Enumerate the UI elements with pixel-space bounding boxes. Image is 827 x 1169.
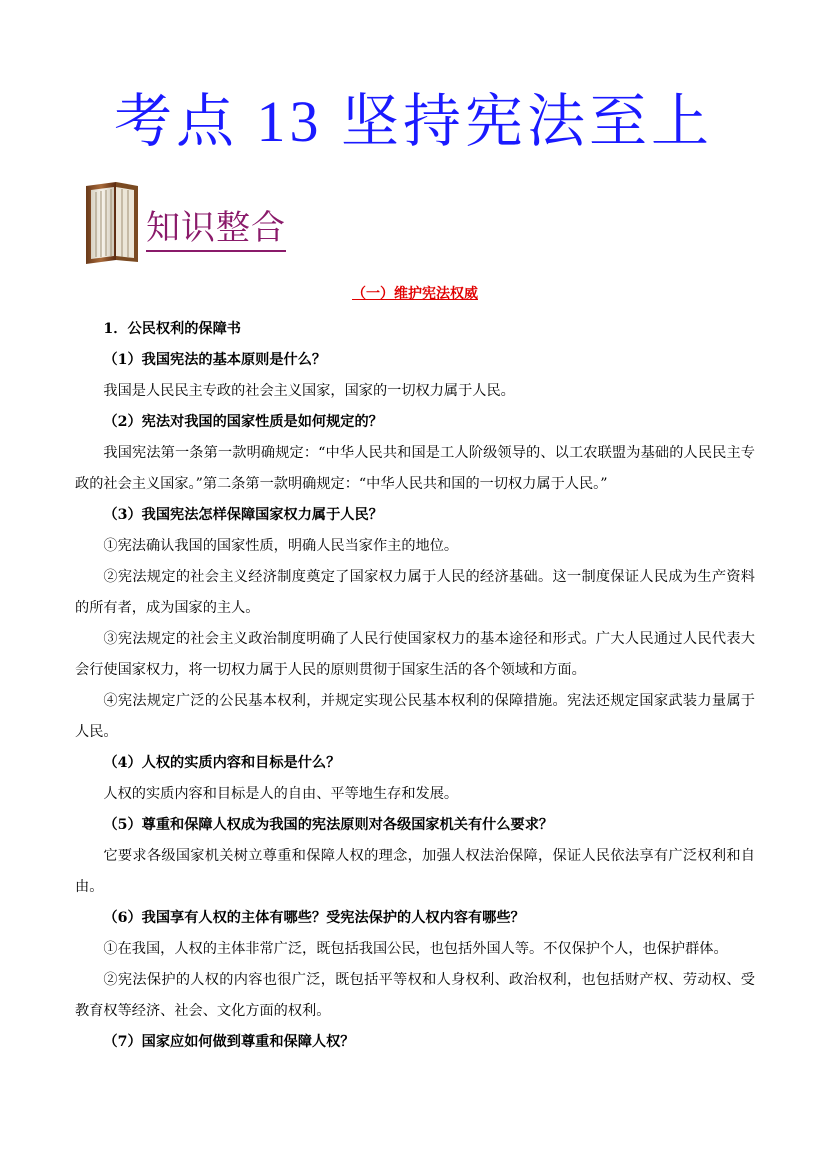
answer-paragraph: ②宪法规定的社会主义经济制度奠定了国家权力属于人民的经济基础。这一制度保证人民成为生产资料的所有者，成为国家的主人。 <box>75 569 755 616</box>
question-heading: （4）人权的实质内容和目标是什么？ <box>103 755 341 771</box>
question-heading: （5）尊重和保障人权成为我国的宪法原则对各级国家机关有什么要求？ <box>103 817 554 833</box>
question-heading: （6）我国享有人权的主体有哪些？受宪法保护的人权内容有哪些？ <box>103 910 525 926</box>
answer-paragraph: 我国宪法第一条第一款明确规定：“中华人民共和国是工人阶级领导的、以工农联盟为基础的人民民主专政的社会主义国家。”第二条第一款明确规定：“中华人民共和国的一切权力属于人民。” <box>75 445 755 492</box>
answer-paragraph: ①在我国，人权的主体非常广泛，既包括我国公民，也包括外国人等。不仅保护个人，也保护群体。 <box>103 941 728 957</box>
answer-paragraph: ③宪法规定的社会主义政治制度明确了人民行使国家权力的基本途径和形式。广大人民通过人民代表大会行使国家权力，将一切权力属于人民的原则贯彻于国家生活的各个领域和方面。 <box>75 631 755 678</box>
question-heading: （7）国家应如何做到尊重和保障人权？ <box>103 1034 355 1050</box>
question-heading: （2）宪法对我国的国家性质是如何规定的？ <box>103 414 383 430</box>
book-icon <box>82 180 142 264</box>
answer-paragraph: ①宪法确认我国的国家性质，明确人民当家作主的地位。 <box>103 538 459 554</box>
answer-paragraph: ④宪法规定广泛的公民基本权利，并规定实现公民基本权利的保障措施。宪法还规定国家武装力量属于人民。 <box>75 693 755 740</box>
question-heading: （1）我国宪法的基本原则是什么？ <box>103 352 327 368</box>
document-content <box>75 283 755 1058</box>
section-banner-label: 知识整合 <box>146 208 286 252</box>
section-heading: 1．公民权利的保障书 <box>103 321 241 337</box>
question-heading: （3）我国宪法怎样保障国家权力属于人民？ <box>103 507 383 523</box>
answer-paragraph: ②宪法保护的人权的内容也很广泛，既包括平等权和人身权利、政治权利，也包括财产权、劳动权、受教育权等经济、社会、文化方面的权利。 <box>75 972 755 1019</box>
document-title: 考点 13 坚持宪法至上 <box>113 89 713 154</box>
knowledge-banner <box>82 180 286 264</box>
answer-paragraph: 它要求各级国家机关树立尊重和保障人权的理念，加强人权法治保障，保证人民依法享有广泛权利和自由。 <box>75 848 755 895</box>
section-subtitle: （一）维护宪法权威 <box>352 286 478 302</box>
answer-paragraph: 我国是人民民主专政的社会主义国家，国家的一切权力属于人民。 <box>103 383 515 399</box>
answer-paragraph: 人权的实质内容和目标是人的自由、平等地生存和发展。 <box>103 786 459 802</box>
section-items <box>75 345 755 1058</box>
